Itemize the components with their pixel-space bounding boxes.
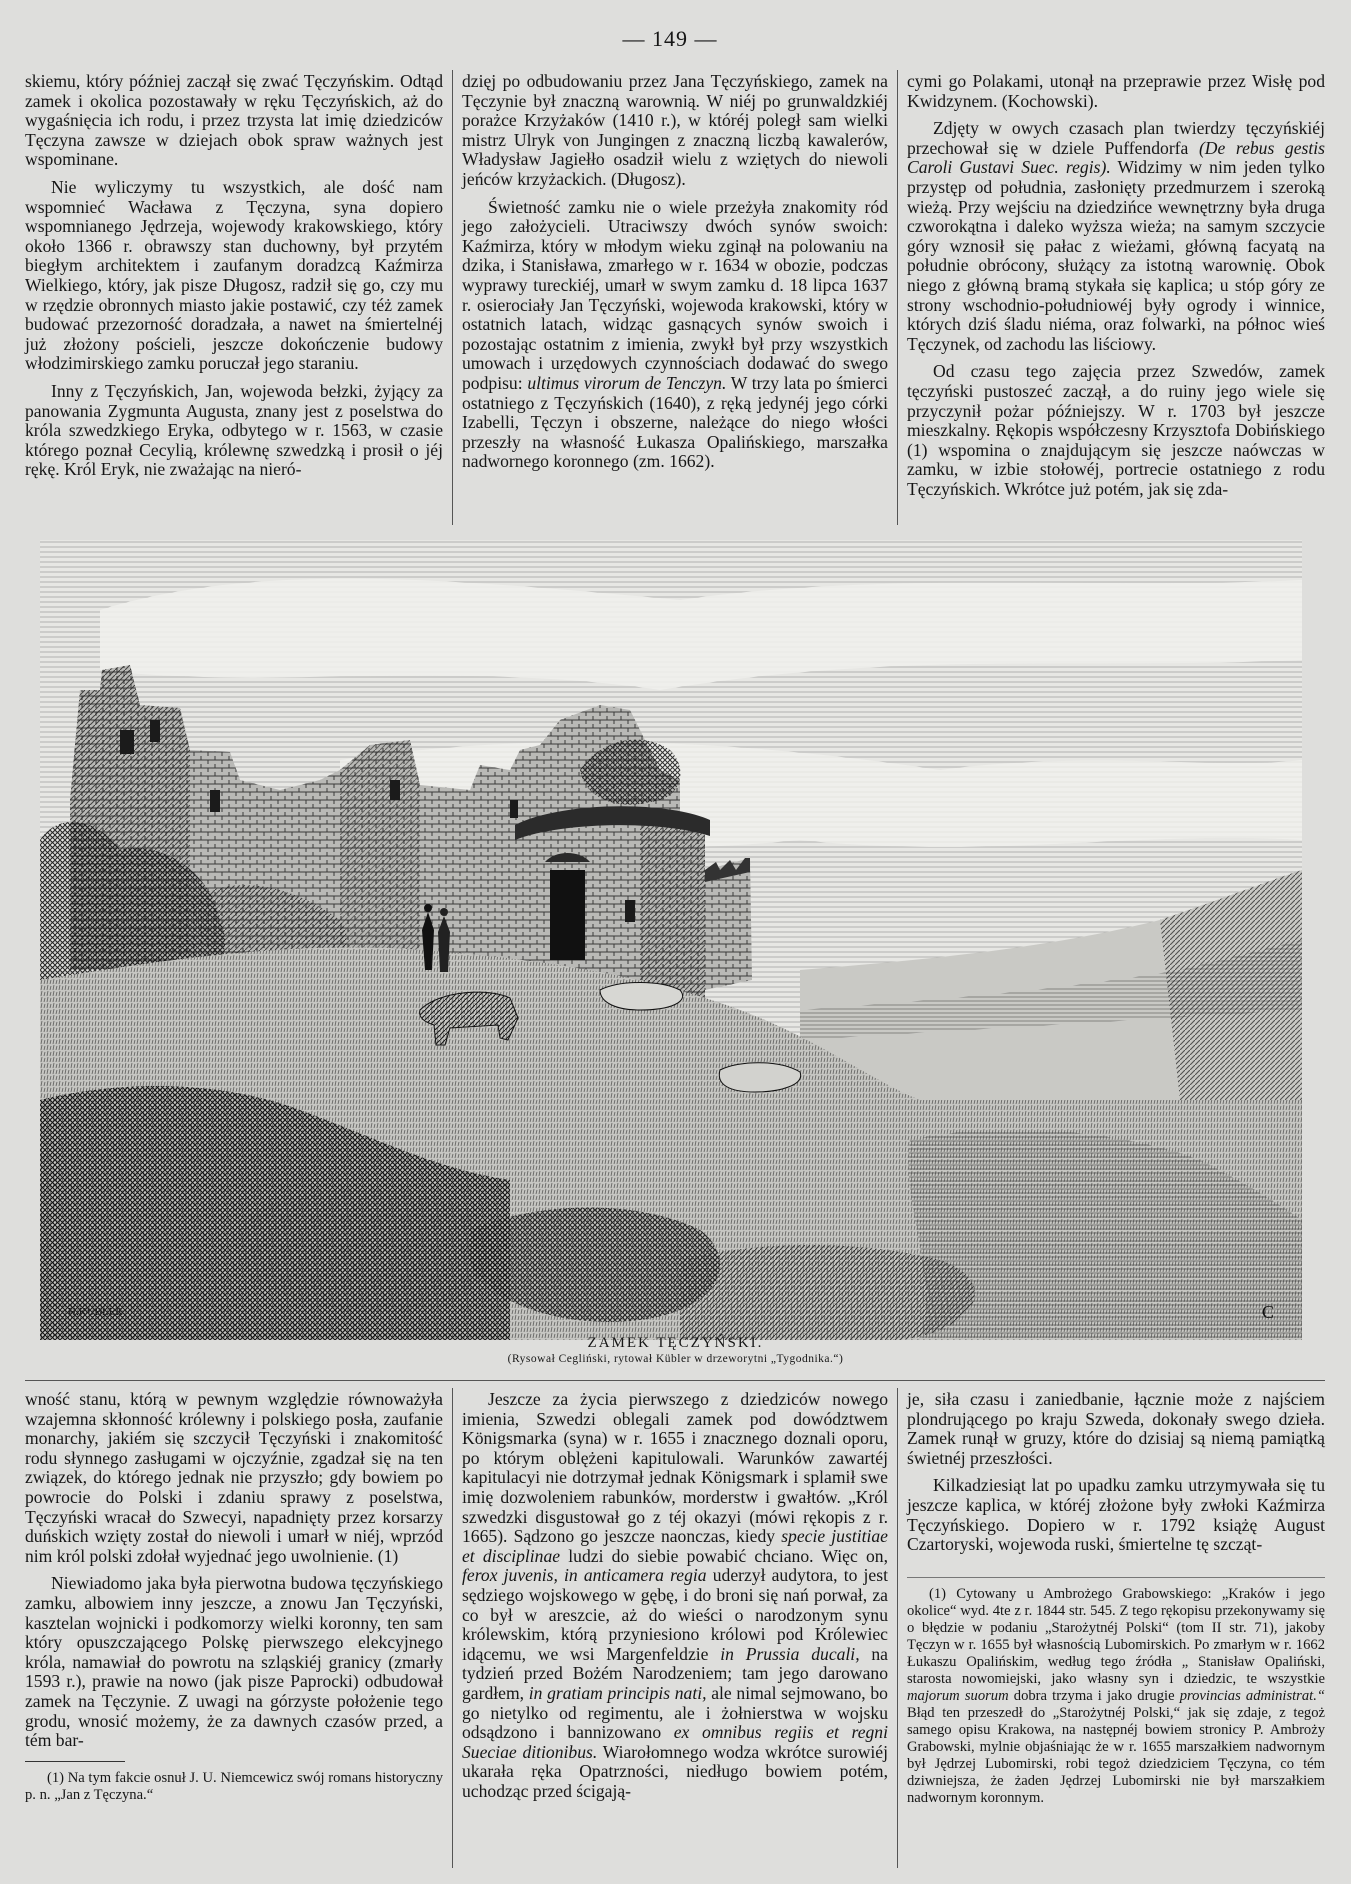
latin-title: (De rebus gestis Caroli Gustavi Suec. regis).	[907, 137, 1325, 178]
column-top-2	[462, 72, 888, 480]
column-divider	[452, 70, 453, 525]
text-run: Zdjęty w owych czasach plan twierdzy tęczyńskiéj przechował się w dziele Puffendorfa	[907, 118, 1325, 158]
page-number: — 149 —	[622, 26, 718, 51]
column-top-1	[25, 72, 443, 488]
latin-phrase: provincias administrat.“	[1179, 1687, 1325, 1704]
paragraph: wność stanu, którą w pewnym względzie równoważyła wzajemna skłonność królewny i polskiego posła, zaufanie monarchy, jakiém się szczycił Tęczyński i znakomitość rodu słynnego zasługami w ojczyźnie, zgadzał się na ten związek, do którego jednak nie przyszło; gdy bowiem po powrocie do Polski i zdaniu sprawy z poselstwa, Tęczyński wracał do Szwecyi, napadnięty przez korsarzy duńskich wzięty został do niewoli i umarł w niéj, wprzód nim król polski zdołał wyjednać jego uwolnienie. (1)	[25, 1389, 443, 1566]
footnote-text: (1) Na tym fakcie osnuł J. U. Niemcewicz swój romans historyczny p. n. „Jan z Tęczyna.“	[25, 1769, 443, 1803]
column-divider	[897, 1388, 898, 1868]
text-run: Błąd ten przeszedł do „Starożytnéj Polski,“ jak się zdaje, z tegoż samego opisu Krakowa, na następnéj bowiem stronicy P. Ambroży Grabowski, mylnie objaśniając że w r. 1655 marszałkiem nadwornym był Jędrzej Lubomirski, robi tegoż dziedziciem Tęczyna, co tém dziwniejsza, że żaden Jędrzej Lubomirski nie był marszałkiem nadwornym koronnym.	[907, 1704, 1325, 1806]
engraver-signature: H.KUBLER	[68, 1306, 123, 1318]
latin-phrase: in gratiam principis nati,	[528, 1682, 707, 1703]
paragraph: je, siła czasu i zaniedbanie, łącznie może z najściem plondrującego po kraju Szweda, dokonały swego dzieła. Zamek runął w gruzy, które do dzisiaj są niemą pamiątką świetnéj przeszłości.	[907, 1389, 1325, 1468]
illustration-caption-credit: (Rysował Cegliński, rytował Kübler w drzeworytni „Tygodnika.“)	[507, 1353, 844, 1365]
text-run: uderzył audytora, to jest sędziego wojskowego w gębę, i do broni się nań porwał, za co był w areszcie, aż do wieści o narodzonym synu królewskim, którą przyniesiono królowi pod Królewiec idącemu, we wsi Margenfeldzie	[462, 1565, 888, 1664]
paragraph	[462, 198, 888, 472]
column-divider	[452, 1388, 453, 1868]
column-top-3	[907, 72, 1325, 507]
footnote	[25, 1770, 443, 1804]
paragraph	[462, 1390, 888, 1801]
paragraph: Kilkadziesiąt lat po upadku zamku utrzymywała się tu jeszcze kaplica, w któréj złożone były zwłoki Kaźmirza Tęczyńskiego. Dopiero w r. 1792 książę August Czartoryski, wojewoda ruski, śmiertelne tę szcząt-	[907, 1475, 1325, 1555]
footnote-rule	[907, 1577, 1325, 1578]
castle-engraving-illustration	[40, 540, 1302, 1340]
paragraph: cymi go Polakami, utonął na przeprawie przez Wisłę pod Kwidzynem. (Kochowski).	[907, 71, 1325, 111]
text-run: W trzy lata po śmierci ostatniego z Tęczyńskich (1640), z ręką jedynéj jego córki Izabelli, Tęczyn i obszerne, należące do niego włości przeszły na własność Łukasza Opalińskiego, marszałka nadwornego koronnego (zm. 1662).	[462, 372, 888, 472]
text-run: Jeszcze za życia pierwszego z dziedziców nowego imienia, Szwedzi oblegali zamek pod dowództwem Königsmarka (syna) w r. 1655 i znacznego doznali oporu, po którym oblężeni kapitulowali. Warunków zawartéj kapitulacyi nie dotrzymał jednak Königsmark i splamił swe imię dozwoleniem rabunków, morderstw i gwałtów. „Król szwedzki disgustował go z téj okazyi (mówi rękopis z r. 1665). Sądzono go jeszcze naonczas, kiedy	[462, 1389, 888, 1547]
latin-phrase: ultimus virorum de Tenczyn.	[527, 372, 727, 393]
footnote	[907, 1586, 1325, 1807]
page-number-value: 149	[652, 26, 688, 51]
latin-phrase: majorum suorum	[907, 1687, 1009, 1704]
text-run: ale nimal sejmowano, bo go nietylko od regimentu, ale i żołnierstwa w wojsku odsądzono i bannizowano	[462, 1682, 888, 1743]
column-bottom-1	[25, 1390, 443, 1808]
column-bottom-3	[907, 1390, 1325, 1811]
paragraph: Nie wyliczymy tu wszystkich, ale dość nam wspomnieć Wacława z Tęczyna, syna dopiero wspomnianego Jędrzeja, wojewody krakowskiego, który około 1366 r. obrawszy stan duchowny, był przytém biegłym architektem i zaufanym doradzcą Kaźmirza Wielkiego, który, jak pisze Długosz, radził się go, czy mu w rzędzie obronnych miasto jakie postawić, czy téż zamek budować przezorność doradzała, a nawet na śmiertelnéj już złożony pościeli, jeszcze dokończenie budowy włodzimirskiego zamku poruczał jego staraniu.	[25, 176, 443, 374]
paragraph: skiemu, który później zaczął się zwać Tęczyńskim. Odtąd zamek i okolica pozostawały w ręku Tęczyńskich, aż do wygaśnięcia ich rodu, i przez trzysta lat imię dziedziców Tęczyna zawsze w dziejach obok spraw ważnych jest wspominane.	[25, 71, 443, 170]
text-run: Widzimy w nim jeden tylko przystęp od południa, zasłonięty przedmurzem i szeroką wieżą. Przy wejściu na dziedzińce wewnętrzny była druga czworokątna i daleko wyższa wieża; na samym szczycie góry wznosił się pałac z wieżami, główną facyatą na południe obrócony, służący za istotną warownię. Obok niego z główną bramą stykała się kaplica; u stóp góry ze strony wschodnio-południowéj były ogrody i winnice, których dziś śladu niéma, oraz folwarki, na północ wieś Tęczynek, od zachodu las liściowy.	[907, 157, 1325, 354]
latin-phrase: specie justitiae et disciplinae	[462, 1526, 888, 1566]
column-bottom-2	[462, 1390, 888, 1809]
paragraph: Niewiadomo jaka była pierwotna budowa tęczyńskiego zamku, albowiem inny jeszcze, a znowu Jan Tęczyński, kasztelan wojnicki i podkomorzy wielki koronny, ten sam który opuszczającego Polskę pierwszego elekcyjnego króla, namawiał do powrotu na szląskiéj granicy (zmarły 1593 r.), prawie na nowo (jak pisze Paprocki) odbudował zamek na Tęczynie. Z uwagi na górzyste położenie tego grodu, wnosić możemy, że za dawnych czasów przed, a tém bar-	[25, 1573, 443, 1751]
text-run: (1) Cytowany u Ambrożego Grabowskiego: „Kraków i jego okolice“ wyd. 4te z r. 1844 str. 545. Z tego rękopisu przekonywamy się o błędzie w podaniu „Starożytnéj Polski“ (tom II str. 71), jakoby Tęczyn w r. 1655 był własnością Lubomirskich. Po zmarłym w r. 1662 Łukaszu Opalińskim, według tego źródła „ Stanisław Opaliński, starosta nowomiejski, jako własny syn i dziedzic, te wszystkie	[907, 1585, 1325, 1687]
section-divider	[25, 1380, 1325, 1381]
text-run: na tydzień przed Bożém Narodzeniem; tam jego darowano gardłem,	[462, 1643, 888, 1703]
paragraph	[907, 119, 1325, 354]
text-run: ludzi do siebie powabić chciano. Więc on,	[568, 1545, 888, 1566]
text-run: Wiarołomnego wodza wkrótce surowiéj ukarała ręka Opatrzności, niedługo bowiem potém, uchodząc przed ścigają-	[462, 1741, 888, 1801]
latin-phrase: ex omnibus regiis et regni Sueciae ditionibus.	[462, 1722, 888, 1762]
footnote-rule	[25, 1761, 125, 1762]
footnote-text	[907, 1586, 1325, 1807]
text-run: Świetność zamku nie o wiele przeżyła znakomity ród jego założycieli. Utraciwszy dwóch synów swoich: Kaźmirza, który w młodym wieku zginął na polowaniu na dzika, i Stanisława, zmarłego w r. 1634 w obozie, podczas wyprawy tureckiéj, umarł w swym zamku d. 18 lipca 1637 r. osierociały Jan Tęczyński, wojewoda krakowski, który w ostatnich latach, widząc gasnących synów swoich i pozostając ostatnim z imienia, zwykł był przy wszystkich umowach i urzędowych czynnościach dodawać do swego podpisu:	[462, 196, 888, 393]
artist-monogram: C	[1262, 1302, 1275, 1322]
latin-phrase: ferox juvenis, in anticamera regia	[462, 1565, 707, 1586]
column-divider	[897, 70, 898, 525]
text-run: dobra trzyma i jako drugie	[1013, 1687, 1175, 1704]
paragraph: Od czasu tego zajęcia przez Szwedów, zamek tęczyński pustoszeć zaczął, a do ruiny jego wiele się przyczynił pożar późniejszy. W r. 1703 był jeszcze mieszkalny. Rękopis współczesny Krzysztofa Dobińskiego (1) wspomina o znajdującym się jeszcze naówczas w zamku, w izbie stołowéj, portrecie ostatniego z rodu Tęczyńskich. Wkrótce już potém, jak się zda-	[907, 361, 1325, 499]
paragraph: Inny z Tęczyńskich, Jan, wojewoda bełzki, żyjący za panowania Zygmunta Augusta, znany jest z poselstwa do króla szwedzkiego Eryka, odbytego w r. 1563, w czasie którego poznał Cecylią, królewnę szwedzką i prosił o jéj rękę. Król Eryk, nie zważając na nieró-	[25, 380, 443, 480]
latin-phrase: in Prussia ducali,	[720, 1643, 860, 1664]
illustration-caption-title: ZAMEK TĘCZYŃSKI.	[587, 1335, 764, 1351]
paragraph: dzięj po odbudowaniu przez Jana Tęczyńskiego, zamek na Tęczynie był znaczną warownią. W niéj po grunwaldzkiéj porażce Krzyżaków (1410 r.), w któréj poległ sam wielki mistrz Ulryk von Jungingen z znaczną liczbą kawalerów, Władysław Jagiełło osadził wielu z wziętych do niewoli jeńców krzyżackich. (Długosz).	[462, 71, 888, 189]
